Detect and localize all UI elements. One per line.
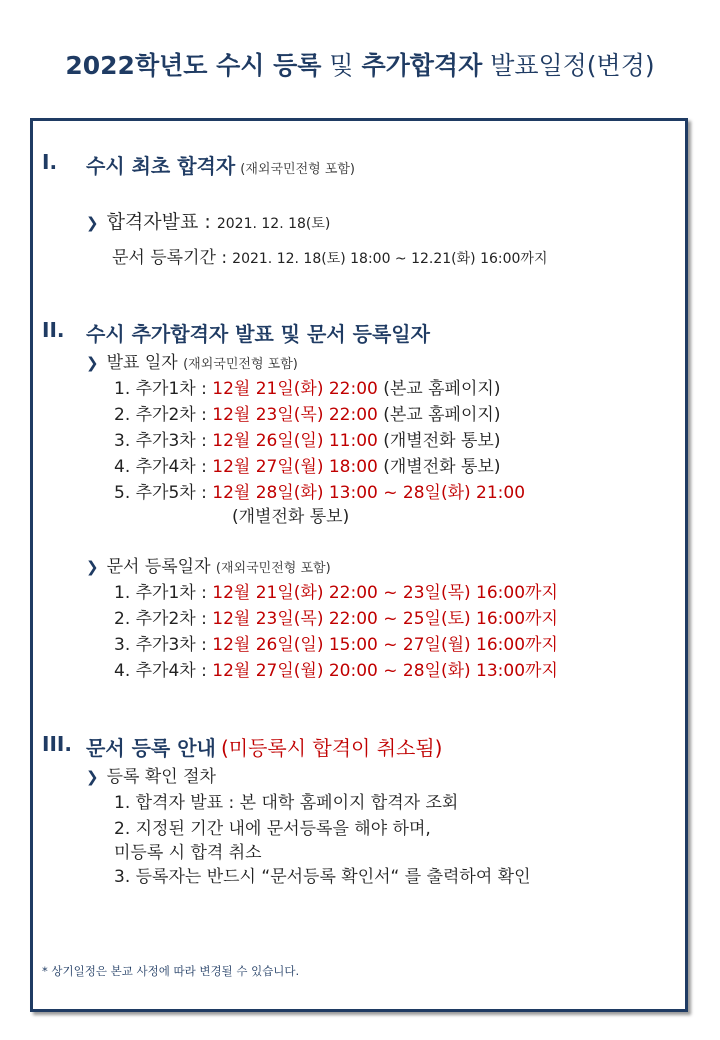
section1-heading [86,150,355,179]
item-method: (본교 홈페이지) [383,405,501,425]
list-item [114,604,558,629]
item-label: 3. 추가3차 : [114,635,207,655]
item-date: 12월 26일(일) 11:00 [212,431,378,451]
page-title [0,46,720,82]
item-label: 2. 추가2차 : [114,609,207,629]
title-bold-1: 2022학년도 수시 등록 [65,51,322,80]
section3-heading [86,732,442,761]
section3-subhead [86,762,216,787]
section1-announce-row [86,207,330,234]
item-label: 2. 추가2차 : [114,405,207,425]
section1-title: 수시 최초 합격자 [86,154,236,178]
chevron-right-icon: ❯ [86,214,99,232]
item-method: (본교 홈페이지) [383,379,501,399]
item-date: 12월 23일(목) 22:00 [212,405,378,425]
title-normal-2: 발표일정(변경) [490,51,655,80]
list-item [114,578,558,603]
list-item [114,656,558,681]
item-label: 1. 추가1차 : [114,583,207,603]
section1-note: (재외국민전형 포함) [240,162,356,177]
section2-number: II. [42,318,65,342]
list-item [114,478,525,503]
title-bold-2: 추가합격자 [361,51,483,80]
footnote: * 상기일정은 본교 사정에 따라 변경될 수 있습니다. [42,964,300,978]
item-date: 12월 21일(화) 22:00 ~ 23일(목) 16:00까지 [212,583,558,603]
item-label: 1. 추가1차 : [114,379,207,399]
item5-method: (개별전화 통보) [232,507,350,527]
section3-sub-label: 등록 확인 절차 [106,767,216,787]
section2-announce-note: (재외국민전형 포함) [183,357,298,372]
chevron-right-icon: ❯ [86,558,99,576]
list-item: 미등록 시 합격 취소 [114,843,262,863]
section1-register-row [112,243,547,268]
item-date: 12월 23일(목) 22:00 ~ 25일(토) 16:00까지 [212,609,558,629]
item-date: 12월 21일(화) 22:00 [212,379,378,399]
list-item: 2. 지정된 기간 내에 문서등록을 해야 하며, [114,819,431,839]
title-normal-1: 및 [329,51,354,80]
item-label: 4. 추가4차 : [114,661,207,681]
item-date: 12월 26일(일) 15:00 ~ 27일(월) 16:00까지 [212,635,558,655]
section1-register-date: 2021. 12. 18(토) 18:00 ~ 12.21(화) 16:00까지 [232,251,548,267]
section2-announce-label: 발표 일자 [106,353,178,373]
chevron-right-icon: ❯ [86,354,99,372]
section2-register-note: (재외국민전형 포함) [215,561,331,576]
list-item [114,400,500,425]
section1-announce-date: 2021. 12. 18(토) [216,216,331,232]
item-label: 4. 추가4차 : [114,457,207,477]
section3-number: III. [42,732,72,756]
section2-heading: 수시 추가합격자 발표 및 문서 등록일자 [86,322,430,346]
section2-register-subhead [86,552,331,577]
item-date: 12월 27일(월) 18:00 [212,457,378,477]
list-item [114,426,500,451]
list-item: 1. 합격자 발표 : 본 대학 홈페이지 합격자 조회 [114,793,459,813]
list-item [114,452,500,477]
chevron-right-icon: ❯ [86,768,99,786]
section2-register-label: 문서 등록일자 [106,557,211,577]
list-item: 3. 등록자는 반드시 “문서등록 확인서“ 를 출력하여 확인 [114,867,531,887]
list-item [114,374,500,399]
section2-announce-subhead [86,348,298,373]
section1-number: I. [42,150,58,174]
item-date: 12월 28일(화) 13:00 ~ 28일(화) 21:00 [212,483,526,503]
item-label: 3. 추가3차 : [114,431,207,451]
section3-title: 문서 등록 안내 [86,736,216,760]
section3-warning: (미등록시 합격이 취소됨) [220,736,443,760]
item-label: 5. 추가5차 : [114,483,207,503]
section1-announce-label: 합격자발표 : [106,211,211,233]
list-item [114,630,558,655]
section1-register-label: 문서 등록기간 : [112,248,228,268]
item-method: (개별전화 통보) [383,431,501,451]
item-method: (개별전화 통보) [383,457,501,477]
item-date: 12월 27일(월) 20:00 ~ 28일(화) 13:00까지 [212,661,558,681]
